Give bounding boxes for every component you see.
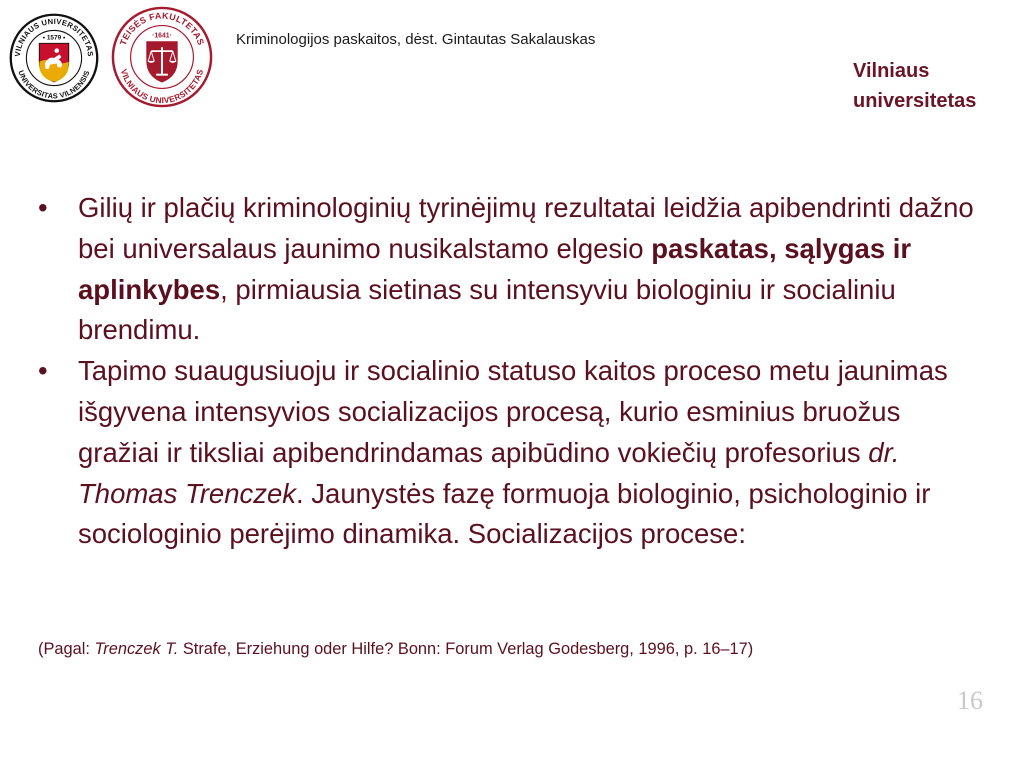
page-number: 16: [957, 686, 983, 715]
seal-bottom-text: UNIVERSITAS VILNENSIS: [16, 69, 92, 101]
wordmark-line-2: universitetas: [853, 90, 977, 112]
bullet-emphasis: paskatas, sąlygas ir aplinkybes: [78, 232, 912, 305]
bullet-text: Tapimo suaugusiuoju ir socialinio statuso kaitos proceso metu jaunimas išgyvena intensyvios socializacijos procesą, kurio esminius bruožus gražiai ir tiksliai apibendrindamas apibūdino vokiečių profesorius: [78, 355, 948, 468]
bullet-text: Gilių ir plačių kriminologinių tyrinėjimų rezultatai leidžia apibendrinti dažno bei universalaus jaunimo nusikalstamo elgesio: [78, 192, 974, 264]
faculty-year: ·1641·: [152, 32, 172, 40]
bullet-list: [38, 188, 988, 555]
citation-prefix: (Pagal:: [38, 640, 95, 658]
bullet-item-2: [38, 351, 988, 555]
scales-of-justice-icon: [108, 4, 216, 110]
citation-author: Trenczek T.: [94, 640, 179, 658]
bullet-marker: •: [38, 355, 48, 387]
university-seal-icon: [8, 8, 100, 108]
seal-year: • 1579 •: [42, 34, 66, 42]
faculty-bottom-text: VILNIAUS UNIVERSITETAS: [118, 67, 206, 106]
citation: [38, 640, 753, 659]
university-wordmark: [853, 56, 976, 116]
bullet-marker: •: [38, 192, 48, 223]
wordmark-line-1: Vilniaus: [853, 60, 930, 82]
header-title: Kriminologijos paskaitos, dėst. Gintautas Sakalauskas: [236, 31, 596, 48]
bullet-item-1: [38, 188, 988, 351]
citation-source: Strafe, Erziehung oder Hilfe? Bonn: Forum Verlag Godesberg, 1996, p. 16–17): [178, 640, 754, 658]
faculty-top-text: TEISĖS FAKULTETAS: [117, 10, 207, 47]
bullet-author-name: dr. Thomas Trenczek: [78, 436, 900, 509]
seal-top-text: VILNIAUS UNIVERSITETAS: [12, 16, 96, 58]
bullet-text: . Jaunystės fazę formuoja biologinio, psichologinio ir sociologinio perėjimo dinamika. Socializacijos procese:: [78, 477, 931, 550]
bullet-text: , pirmiausia sietinas su intensyviu biologiniu ir socialiniu brendimu.: [78, 273, 896, 346]
